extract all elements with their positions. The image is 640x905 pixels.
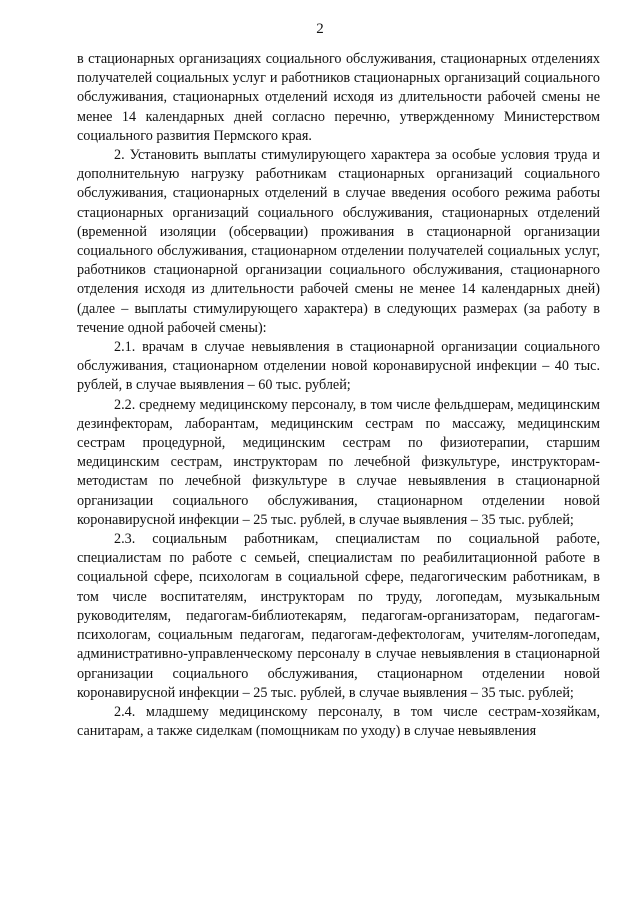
paragraph-item-2-4: 2.4. младшему медицинскому персоналу, в том числе сестрам-хозяйкам, санитарам, а также сиделкам (помощникам по уходу) в случае невыявления xyxy=(77,703,600,740)
document-body xyxy=(77,50,600,741)
paragraph-continuation: в стационарных организациях социального обслуживания, стационарных отделениях получателей социальных услуг и работников стационарных организаций социального обслуживания, стационарных отделений исходя из длительности рабочей смены не менее 14 календарных дней согласно перечню, утвержденному Министерством социального развития Пермского края. xyxy=(77,51,600,144)
page-number: 2 xyxy=(316,21,324,37)
paragraph-item-2-1: 2.1. врачам в случае невыявления в стационарной организации социального обслуживания, стационарном отделении новой коронавирусной инфекции – 40 тыс. рублей, в случае выявления – 60 тыс. рублей; xyxy=(77,339,600,394)
paragraph-item-2-2: 2.2. среднему медицинскому персоналу, в том числе фельдшерам, медицинским дезинфекторам, лаборантам, медицинским сестрам по массажу, медицинским сестрам процедурной, медицинским сестрам по физиотерапии, старшим медицинским сестрам, инструкторам по лечебной физкультуре, инструкторам-методистам по лечебной физкультуре в случае невыявления в стационарной организации социального обслуживания, стационарном отделении новой коронавирусной инфекции – 25 тыс. рублей, в случае выявления – 35 тыс. рублей; xyxy=(77,396,600,528)
paragraph-item-2-3: 2.3. социальным работникам, специалистам по социальной работе, специалистам по работе с семьей, специалистам по реабилитационной работе в социальной сфере, психологам в социальной сфере, педагогическим работникам, в том числе воспитателям, инструкторам по труду, логопедам, музыкальным руководителям, педагогам-библиотекарям, педагогам-организаторам, педагогам-психологам, социальным педагогам, педагогам-дефектологам, учителям-логопедам, административно-управленческому персоналу в случае невыявления в стационарной организации социального обслуживания, стационарном отделении новой коронавирусной инфекции – 25 тыс. рублей, в случае выявления – 35 тыс. рублей; xyxy=(77,531,600,701)
paragraph-item-2: 2. Установить выплаты стимулирующего характера за особые условия труда и дополнительную нагрузку работникам стационарных организаций социального обслуживания, стационарных отделений в случае введения особого режима работы стационарных организаций социального обслуживания, стационарных отделений (временной изоляции (обсервации) проживания в стационарной организации социального обслуживания, стационарном отделении получателей социальных услуг, работников стационарной организации социального обслуживания, стационарного отделения исходя из длительности рабочей смены не менее 14 календарных дней) (далее – выплаты стимулирующего характера) в следующих размерах (за работу в течение одной рабочей смены): xyxy=(77,147,600,336)
